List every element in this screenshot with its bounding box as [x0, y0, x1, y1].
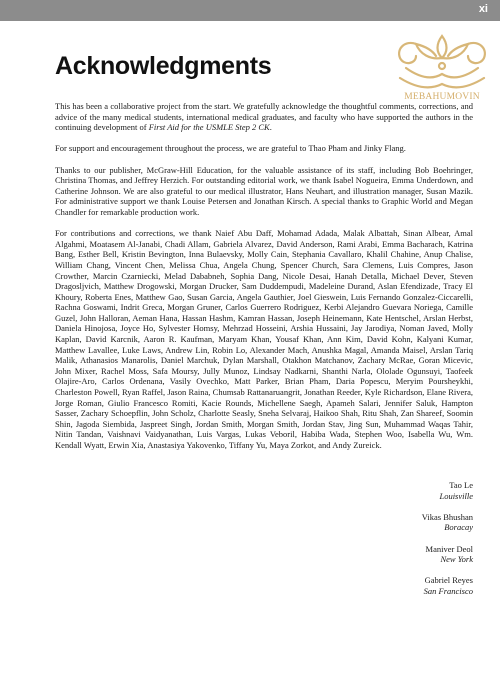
page-title: Acknowledgments: [55, 52, 272, 80]
paragraph-collaboration-end: .: [269, 122, 272, 133]
signature-block: [422, 544, 473, 565]
author-signatures: [422, 480, 473, 607]
paragraph-contributors: For contributions and corrections, we thank Naief Abu Daff, Mohamad Adada, Malak Albattah, Sinan Albear, Amal Algahmi, Moatasem Al-Janabi, Chadi Allam, Gabriela Alvarez, David Anderson, Rami Arabi, Emma Bacharach, Katrina Bang, Esther Bell, Kristin Bevington, Inna Bulaevsky, Molly Cain, Stephania Cavallaro, Khalil Chahine, Anup Chalise, William Chang, Vincent Chen, Melissa Chua, Angela Chung, Spencer Church, Sara Clemens, Luis Compres, Jason Crowther, Marcin Czarniecki, Melad Dababneh, Sophia Dang, Nicole Desai, Hanah Detalla, Michael Dever, Steven Dragosljvich, Matthew Drogowski, Morgan Drucker, Sam Duddempudi, Madeleine Durand, Aslan Efendizade, Tracy El Khoury, Roberta Enes, Matthew Gao, Susan Garcia, Angela Gauthier, Joel Gieswein, Luis Fernando Gonzalez-Ciccarelli, Rachna Goswami, Indrit Greca, Morgan Gruner, Carlos Guerrero Rodriguez, Kerbi Alejandro Guevara Noriega, Camille Guzel, John Halloran, Aeman Hana, Hassan Hashm, Kamran Hassan, Joseph Heinemann, Kate Hentschel, Arslan Herbst, Daniela Hinojosa, Joyce Ho, Sylvester Homsy, Mehrzad Hosseini, Arshia Hussaini, Jay Jarodiya, Noman Javed, Molly Kaplan, David Karcnik, Aaron R. Kaufman, Maryam Khan, Yousaf Khan, Ann Kim, David Kohn, Kalyani Kumar, Matthew Lavallee, Luke Laws, Andrew Lin, Robin Lo, Alexander Mach, Anushka Magal, Amanda Maisel, Arslan Tariq Malik, Athanasios Manarolis, Daniel Marchuk, Dylan Marshall, Otakhon Matchanov, Zachary McRae, Goran Micevic, John Mixer, Rachel Moss, Safa Moursy, Jully Munoz, Lindsay Nadkarni, Shanthi Narla, Ololade Ogunsuyi, Taofeek Olajire-Aro, Carlos Ordenana, Vasily Ovechko, Matt Parker, Brian Pham, Daria Popescu, Meryim Poursheykhi, Charleston Powell, Ryan Raffel, Jason Raina, Chumsab Rattanaruangrit, Jonathan Reeder, Kyle Richardson, Elane Rivera, Jorge Roman, Giulio Francesco Romiti, Kacie Rounds, Michellene Saegh, Apameh Salari, Jennifer Saluk, Hampton Sasser, Zachary Schoepflin, John Scholz, Charlotte Seasly, Sneha Selvaraj, Haikoo Shah, Ritu Shah, Zan Shareef, Soomin Shin, Jagoda Siembida, Jaspreet Singh, Jordan Smith, Morgan Smith, Jordan Stav, Jing Sun, Muhammad Waqas Tahir, Nitin Tandan, Vaishnavi Vaidyanathan, Luis Vargas, Lukas Veboril, Habiba Wada, Stephen Woo, Isabella Wu, Wm. Kendall Wyatt, Erwin Xia, Anastasiya Yakovenko, Tiffany Yu, Maya Zorkot, and Andy Zureick.: [55, 228, 473, 450]
author-location: New York: [440, 554, 473, 565]
author-location: San Francisco: [423, 585, 473, 596]
page-header-band: [0, 0, 500, 21]
signature-block: [422, 512, 473, 533]
page-number: xi: [478, 3, 488, 15]
author-name: Tao Le: [449, 480, 473, 490]
signature-block: [422, 480, 473, 501]
author-name: Vikas Bhushan: [421, 511, 473, 522]
paragraph-collaboration-text: This has been a collaborative project from the start. We gratefully acknowledge the thoughtful comments, corrections, and advice of the many medical students, international medical graduates, and faculty who have supported the authors in the continuing development of: [55, 101, 473, 133]
author-name: Maniver Deol: [425, 543, 473, 554]
paragraph-collaboration: [55, 101, 473, 133]
watermark-logo: [386, 30, 498, 112]
watermark-text: MEBAHUMOVIN: [404, 92, 480, 102]
ornament-icon: [386, 30, 498, 94]
author-location: Boracay: [444, 522, 473, 533]
author-name: Gabriel Reyes: [424, 575, 473, 586]
book-title: First Aid for the USMLE Step 2 CK: [148, 122, 270, 133]
signature-block: [422, 575, 473, 596]
paragraph-support: For support and encouragement throughout the process, we are grateful to Thao Pham and Jinky Flang.: [55, 143, 406, 154]
author-location: Louisville: [439, 490, 473, 501]
acknowledgments-body: [55, 101, 473, 461]
paragraph-publisher: Thanks to our publisher, McGraw-Hill Education, for the valuable assistance of its staff, including Bob Boehringer, Christina Thomas, and Jeffrey Herzich. For outstanding editorial work, we thank Isabel Nogueira, Emma Underdown, and Catherine Johnson. We are also grateful to our medical illustrator, Hans Neuhart, and illustration manager, Susan Mazik. For administrative support we thank Louise Petersen and Jonathan Kirsch. A special thanks to Graphic World and Megan Chandler for remarkable production work.: [55, 164, 473, 217]
